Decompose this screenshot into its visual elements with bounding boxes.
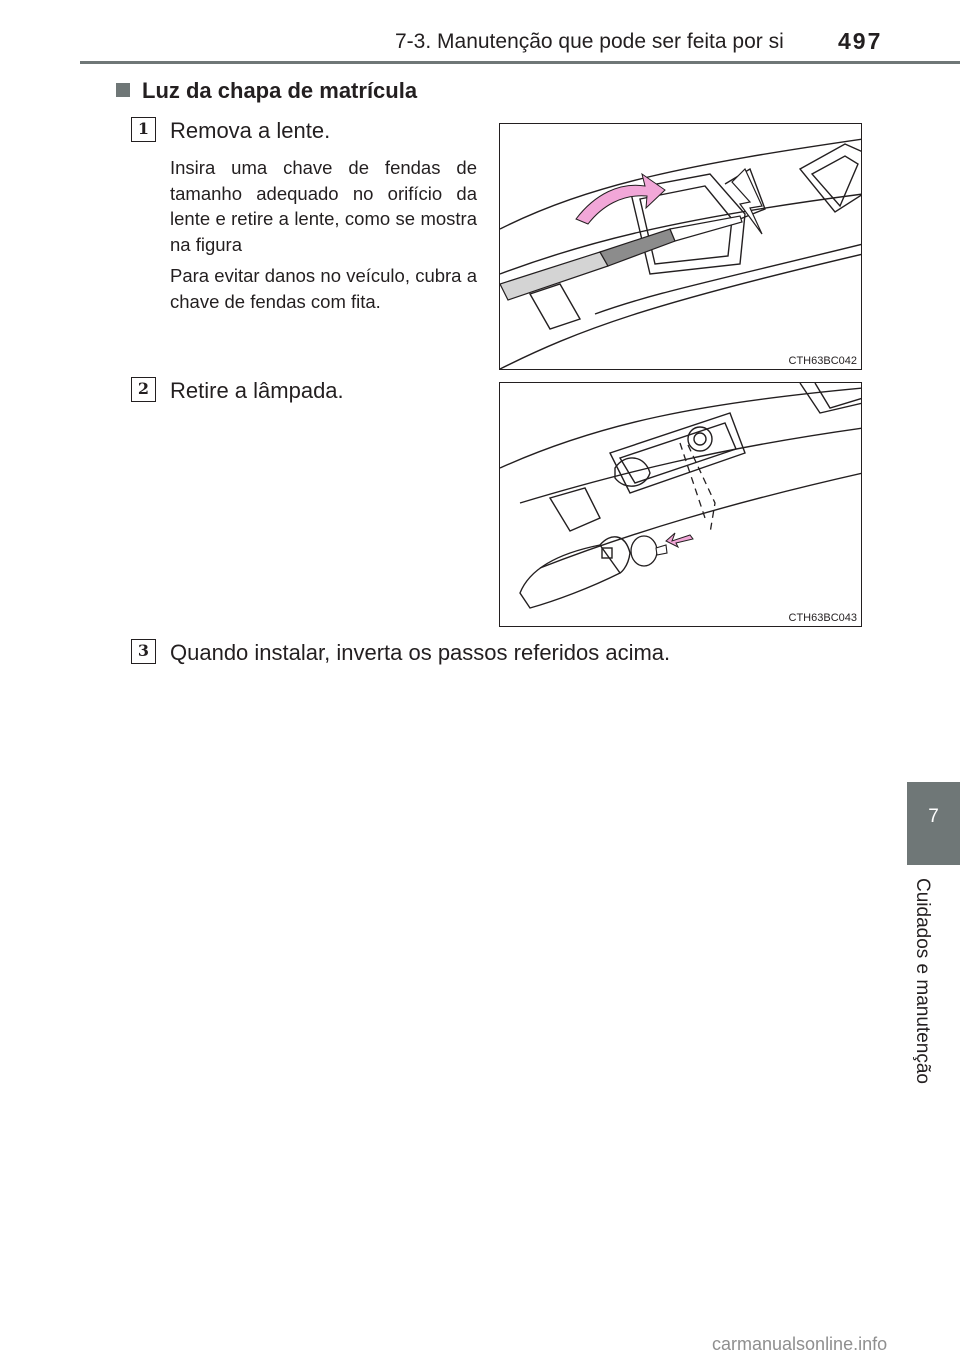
step-number-2: 2 [131,377,156,402]
lens-removal-illustration [500,124,862,370]
step-title-1: Remova a lente. [170,118,331,143]
figure-code-1: CTH63BC042 [788,355,857,367]
section-heading-text: Luz da chapa de matrícula [142,78,418,103]
curved-arrow-icon [576,174,665,224]
chapter-number: 7 [928,806,939,827]
header-title: 7-3. Manutenção que pode ser feita por si [395,30,784,53]
section-heading [116,78,417,104]
figure-remove-bulb [499,382,862,627]
bulb-removal-illustration [500,383,862,627]
figure-code-2: CTH63BC043 [788,612,857,624]
step-1-note-2: Para evitar danos no veículo, cubra a chave de fendas com fita. [170,265,477,312]
step-title-2: Retire a lâmpada. [170,378,344,403]
chapter-tab [907,782,960,865]
watermark: carmanualsonline.info [712,1334,888,1354]
step-title-3: Quando instalar, inverta os passos referidos acima. [170,640,671,665]
chapter-title: Cuidados e manutenção [912,878,933,1084]
step-number-3: 3 [131,639,156,664]
lightning-icon [732,169,762,234]
page-number: 497 [838,28,883,54]
figure-remove-lens [499,123,862,370]
step-number-1: 1 [131,117,156,142]
step-1-note-1: Insira uma chave de fendas de tamanho adequado no orifício da lente e retire a lente, como se mostra na figura [170,157,477,255]
header-rule [80,61,960,64]
arrow-left-icon [666,533,693,547]
square-bullet-icon [116,83,130,97]
